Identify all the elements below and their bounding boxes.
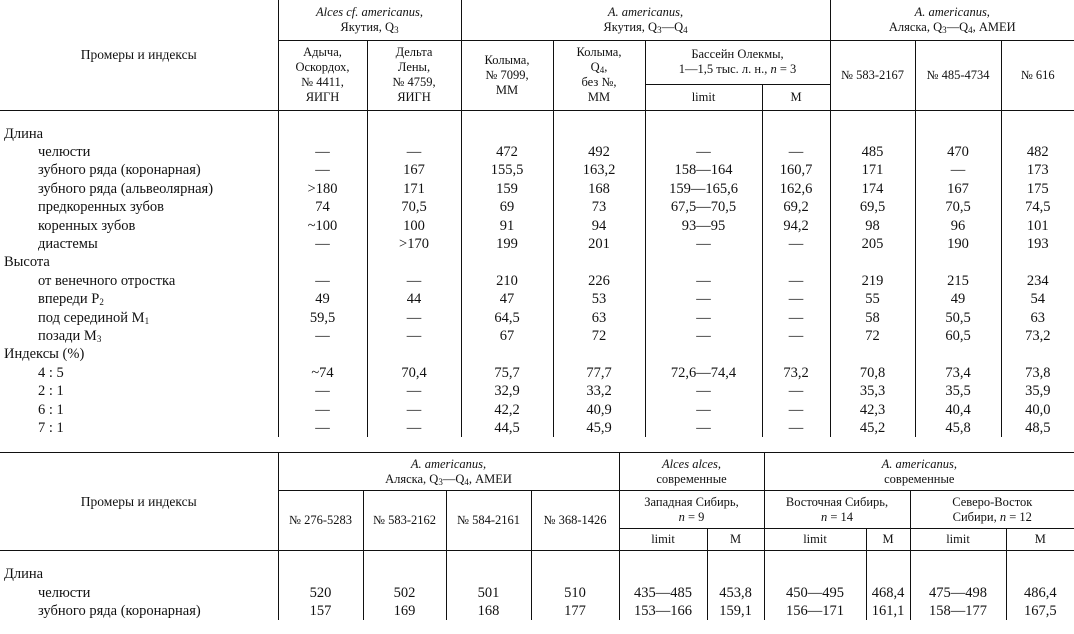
table-cell: 60,5 [915,327,1001,345]
table-cell: 59,5 [278,308,367,326]
table-cell: 91 [461,216,553,234]
table-cell: — [367,400,461,418]
table-cell: — [367,308,461,326]
col-header-583-2167: № 583-2167 [830,40,915,110]
col-header-northeast-mean: M [1006,529,1074,551]
table-cell: — [762,272,830,290]
table-cell: 520 [278,583,363,601]
table-cell [830,125,915,143]
table-cell: — [278,400,367,418]
table-cell: 100 [367,216,461,234]
col-header-kolyma-q4: Колыма, $Q_4$, без №, ММ [553,40,645,110]
col-header-lena-delta: Дельта Лены, № 4759, ЯИГН [367,40,461,110]
col-header-kolyma-7099: Колыма, № 7099, ММ [461,40,553,110]
table-cell: ~74 [278,364,367,382]
table-cell: >180 [278,180,367,198]
table-cell: 101 [1001,216,1074,234]
table-cell: 94 [553,216,645,234]
col-header-485-4734: № 485-4734 [915,40,1001,110]
table-cell [764,565,866,583]
table-cell: 63 [553,308,645,326]
group-header-americanus-alaska-2: A. americanus, Аляска, $Q_3—Q_4$, АМЕИ [278,453,619,491]
table-cell: 162,6 [762,180,830,198]
table-cell: 53 [553,290,645,308]
table-cell [278,345,367,363]
table-cell: 73,2 [762,364,830,382]
table-cell [367,125,461,143]
table-cell: 49 [278,290,367,308]
table-cell: — [367,419,461,437]
table-row [0,253,1074,271]
table-cell: 169 [363,602,446,620]
group-header-alces-cf: Alces cf. americanus, Якутия, $Q_3$ [278,0,461,40]
table-cell: 205 [830,235,915,253]
table-cell: 35,3 [830,382,915,400]
table-cell: — [762,419,830,437]
table-cell: 193 [1001,235,1074,253]
table-cell [910,565,1006,583]
table-cell: 63 [1001,308,1074,326]
table-cell [461,125,553,143]
row-label: впереди $P_2$ [38,291,104,308]
table-cell: 48,5 [1001,419,1074,437]
row-label: под серединой $M_1$ [38,309,150,326]
table-cell: — [915,161,1001,179]
table-cell: 210 [461,272,553,290]
table-cell: 44,5 [461,419,553,437]
table-cell [762,125,830,143]
table-cell: 510 [531,583,619,601]
table-cell [915,345,1001,363]
table-cell: 173 [1001,161,1074,179]
table-cell: 35,9 [1001,382,1074,400]
table-cell: — [278,382,367,400]
table-cell: 40,4 [915,400,1001,418]
group-header-alces-alces: Alces alces, современные [619,453,764,491]
table-cell: 156—171 [764,602,866,620]
table-cell: 72 [830,327,915,345]
col-header-west-mean: M [707,529,764,551]
table-cell: 73 [553,198,645,216]
table-cell [707,565,764,583]
table-cell: — [278,235,367,253]
table-cell: — [762,327,830,345]
table-cell: 94,2 [762,216,830,234]
table-cell: 215 [915,272,1001,290]
table-cell [762,345,830,363]
table-cell: 501 [446,583,531,601]
table-cell: 77,7 [553,364,645,382]
table-cell [363,565,446,583]
table-cell: — [645,327,762,345]
table-cell: 40,9 [553,400,645,418]
table-row [0,143,1074,161]
table-cell: 482 [1001,143,1074,161]
row-header-top: Промеры и индексы [0,0,278,110]
table-cell: 167 [367,161,461,179]
table-cell [830,253,915,271]
table-cell: — [278,272,367,290]
table-row [0,345,1074,363]
table-cell: 69,2 [762,198,830,216]
table-cell [278,253,367,271]
table-cell: 159 [461,180,553,198]
table-row [0,125,1074,143]
table-cell: 199 [461,235,553,253]
table-cell [915,253,1001,271]
table-cell [446,565,531,583]
table-cell: — [278,419,367,437]
table-cell: 73,4 [915,364,1001,382]
col-header-olekma: Бассейн Олекмы, 1—1,5 тыс. л. н., n = 3 [645,40,830,84]
col-header-584-2161: № 584-2161 [446,491,531,551]
row-label: предкоренных зубов [38,199,164,216]
table-cell: 75,7 [461,364,553,382]
table-cell: 45,8 [915,419,1001,437]
table-cell: 159—165,6 [645,180,762,198]
table-cell: — [762,235,830,253]
table-cell: — [762,400,830,418]
row-label: от венечного отростка [38,272,176,289]
table-cell [645,345,762,363]
table-cell: 96 [915,216,1001,234]
group-header-americanus-modern: A. americanus, современные [764,453,1074,491]
table-cell: 40,0 [1001,400,1074,418]
col-header-east-mean: M [866,529,910,551]
table-cell: 69 [461,198,553,216]
table-cell: 470 [915,143,1001,161]
table-cell: ~100 [278,216,367,234]
table-cell: 468,4 [866,583,910,601]
table-cell: 45,9 [553,419,645,437]
table-cell [367,253,461,271]
table-cell: — [278,327,367,345]
table-cell: — [367,382,461,400]
table-row [0,419,1074,437]
table-cell: 72 [553,327,645,345]
table-cell: — [762,143,830,161]
table-cell: — [645,419,762,437]
table-cell: 42,2 [461,400,553,418]
table-cell: 219 [830,272,915,290]
table-cell: 486,4 [1006,583,1074,601]
table-cell: 453,8 [707,583,764,601]
table-row [0,327,1074,345]
table-row [0,565,1074,583]
table-cell: 492 [553,143,645,161]
table-cell: 485 [830,143,915,161]
table-cell: 171 [830,161,915,179]
col-header-616: № 616 [1001,40,1074,110]
table-cell: — [645,308,762,326]
table-cell: 234 [1001,272,1074,290]
table-cell: — [278,143,367,161]
table-cell: 98 [830,216,915,234]
table-cell: 35,5 [915,382,1001,400]
table-cell: 42,3 [830,400,915,418]
table-cell: 158—177 [910,602,1006,620]
table-row [0,364,1074,382]
col-header-276-5283: № 276-5283 [278,491,363,551]
table-cell: 226 [553,272,645,290]
table-cell [1001,253,1074,271]
table-cell: 177 [531,602,619,620]
table-cell: — [367,327,461,345]
table-row [0,382,1074,400]
table-row [0,290,1074,308]
table-cell: 67,5—70,5 [645,198,762,216]
table-cell: 74,5 [1001,198,1074,216]
table-cell: 155,5 [461,161,553,179]
col-header-west-limit: limit [619,529,707,551]
table-cell: 44 [367,290,461,308]
bottom-table-body [0,565,1074,620]
row-label: зубного ряда (коронарная) [38,162,201,179]
table-cell: 32,9 [461,382,553,400]
row-header-bottom: Промеры и индексы [0,453,278,551]
table-cell: 190 [915,235,1001,253]
table-row [0,235,1074,253]
col-header-adycha: Адыча, Оскордох, № 4411, ЯИГН [278,40,367,110]
table-cell: 167 [915,180,1001,198]
table-cell: 158—164 [645,161,762,179]
table-cell [461,345,553,363]
measurements-table-bottom [0,452,1074,620]
table-cell: — [645,235,762,253]
table-cell [461,253,553,271]
table-row [0,308,1074,326]
table-cell: — [762,290,830,308]
table-cell [619,565,707,583]
table-cell: 93—95 [645,216,762,234]
table-cell [531,565,619,583]
table-cell: 72,6—74,4 [645,364,762,382]
col-header-olekma-limit: limit [645,84,762,110]
table-row [0,161,1074,179]
table-cell: 45,2 [830,419,915,437]
table-cell: 161,1 [866,602,910,620]
row-label: челюсти [38,584,91,601]
table-cell [1006,565,1074,583]
table-cell: 168 [553,180,645,198]
row-label: челюсти [38,144,91,161]
table-row [0,602,1074,620]
table-cell: 70,5 [367,198,461,216]
table-cell: 475—498 [910,583,1006,601]
table-cell: 171 [367,180,461,198]
col-header-northeast-limit: limit [910,529,1006,551]
table-cell [553,253,645,271]
table-cell: 174 [830,180,915,198]
table-cell: 64,5 [461,308,553,326]
group-header-americanus-yakutia: A. americanus, Якутия, $Q_3—Q_4$ [461,0,830,40]
table-cell: 435—485 [619,583,707,601]
table-cell: — [645,400,762,418]
row-group-label: Индексы (%) [4,346,85,363]
table-cell: 33,2 [553,382,645,400]
row-label: 4 : 5 [38,364,64,381]
table-cell: 153—166 [619,602,707,620]
table-cell: 167,5 [1006,602,1074,620]
table-cell: — [645,143,762,161]
table-cell [1001,345,1074,363]
table-cell: 74 [278,198,367,216]
table-cell: 73,8 [1001,364,1074,382]
col-header-583-2162: № 583-2162 [363,491,446,551]
table-cell: 55 [830,290,915,308]
row-label: зубного ряда (альвеолярная) [38,180,214,197]
table-cell: — [367,272,461,290]
table-cell [762,253,830,271]
table-cell [367,345,461,363]
col-header-west-siberia: Западная Сибирь, n = 9 [619,491,764,529]
table-cell: 168 [446,602,531,620]
table-row [0,400,1074,418]
table-cell: 67 [461,327,553,345]
table-cell: — [645,290,762,308]
row-label: 6 : 1 [38,401,64,418]
table-cell: 159,1 [707,602,764,620]
row-label: коренных зубов [38,217,136,234]
table-cell [1001,125,1074,143]
top-table-body [0,125,1074,438]
table-cell: 157 [278,602,363,620]
table-cell: >170 [367,235,461,253]
table-cell: 163,2 [553,161,645,179]
table-cell [830,345,915,363]
row-group-label: Высота [4,254,50,271]
row-label: 7 : 1 [38,419,64,436]
table-cell [915,125,1001,143]
table-row [0,216,1074,234]
table-cell [553,125,645,143]
table-cell [645,125,762,143]
table-cell: 58 [830,308,915,326]
col-header-east-siberia: Восточная Сибирь, n = 14 [764,491,910,529]
table-cell: 54 [1001,290,1074,308]
table-cell: — [278,161,367,179]
table-row [0,272,1074,290]
table-cell: 70,5 [915,198,1001,216]
table-cell [866,565,910,583]
col-header-olekma-mean: M [762,84,830,110]
table-cell: 50,5 [915,308,1001,326]
table-cell: — [645,382,762,400]
table-cell: 201 [553,235,645,253]
col-header-northeast-siberia: Северо-Восток Сибири, n = 12 [910,491,1074,529]
table-cell: — [367,143,461,161]
table-cell: 47 [461,290,553,308]
group-header-americanus-alaska: A. americanus, Аляска, $Q_3—Q_4$, АМЕИ [830,0,1074,40]
table-cell [278,125,367,143]
row-label: зубного ряда (коронарная) [38,602,201,619]
table-cell: 73,2 [1001,327,1074,345]
table-cell: 175 [1001,180,1074,198]
table-cell: 450—495 [764,583,866,601]
table-cell: 70,4 [367,364,461,382]
table-cell: 160,7 [762,161,830,179]
table-row [0,180,1074,198]
col-header-east-limit: limit [764,529,866,551]
table-cell [553,345,645,363]
table-row [0,583,1074,601]
table-cell: 502 [363,583,446,601]
table-cell: — [762,382,830,400]
row-label: 2 : 1 [38,383,64,400]
row-label: позади $M_3$ [38,327,102,344]
table-cell: — [645,272,762,290]
table-row [0,198,1074,216]
table-cell [278,565,363,583]
row-group-label: Длина [4,125,44,142]
col-header-368-1426: № 368-1426 [531,491,619,551]
table-cell: 70,8 [830,364,915,382]
table-cell: 69,5 [830,198,915,216]
row-group-label: Длина [4,566,44,583]
table-cell: 49 [915,290,1001,308]
row-label: диастемы [38,236,98,253]
table-cell: 472 [461,143,553,161]
table-cell [645,253,762,271]
table-cell: — [762,308,830,326]
